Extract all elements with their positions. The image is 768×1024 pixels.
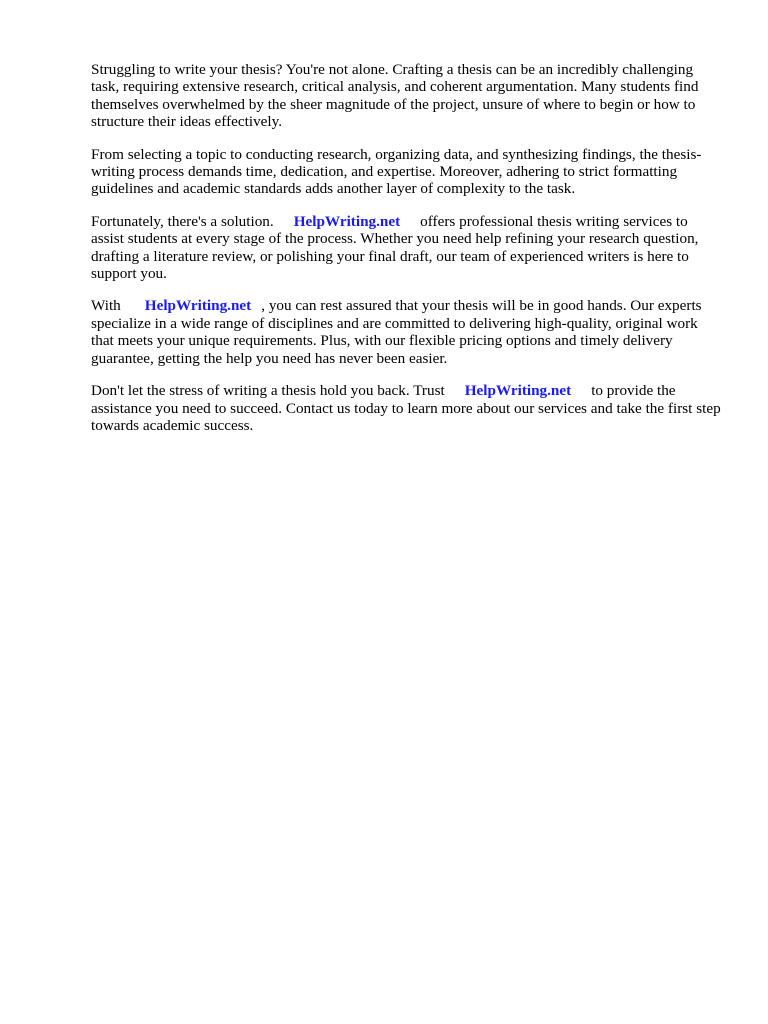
document-page	[91, 61, 723, 449]
helpwriting-link[interactable]: HelpWriting.net	[144, 297, 252, 315]
paragraph-solution-lead: Fortunately, there's a solution.	[91, 212, 274, 230]
paragraph-solution-tail: offers professional thesis writing services to assist students at every stage of the process. Whether you need help refining your research question, drafting a literature review, or polishing your final draft, our team of experienced writers is here to support you.	[91, 212, 699, 283]
paragraph-intro: Struggling to write your thesis? You're not alone. Crafting a thesis can be an incredibly challenging task, requiring extensive research, critical analysis, and coherent argumentation. Many students find themselves overwhelmed by the sheer magnitude of the project, unsure of where to begin or how to structure their ideas effectively.	[91, 61, 699, 131]
paragraph-assurance-lead: With	[91, 297, 121, 315]
helpwriting-link[interactable]: HelpWriting.net	[293, 212, 401, 230]
paragraph-closing	[91, 382, 723, 434]
helpwriting-link[interactable]: HelpWriting.net	[464, 382, 572, 400]
paragraph-closing-tail: to provide the assistance you need to succeed. Contact us today to learn more about our services and take the first step towards academic success.	[91, 382, 721, 434]
paragraph-solution	[91, 213, 723, 283]
paragraph-assurance	[91, 297, 723, 367]
paragraph-process: From selecting a topic to conducting research, organizing data, and synthesizing findings, the thesis-writing process demands time, dedication, and expertise. Moreover, adhering to strict formatting guidelines and academic standards adds another layer of complexity to the task.	[91, 145, 702, 198]
paragraph-closing-lead: Don't let the stress of writing a thesis hold you back. Trust	[91, 382, 445, 400]
paragraph-assurance-tail: , you can rest assured that your thesis will be in good hands. Our experts specialize in a wide range of disciplines and are committed to delivering high-quality, original work that meets your unique requirements. Plus, with our flexible pricing options and timely delivery guarantee, getting the help you need has never been easier.	[91, 297, 702, 367]
